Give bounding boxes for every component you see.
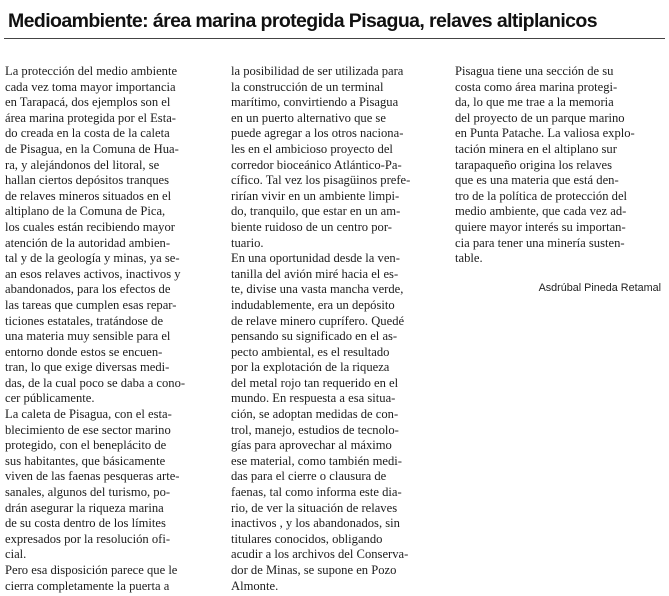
article-text-line: entorno donde estos se encuen- — [5, 344, 163, 359]
article-text-line: sus habitantes, que básicamente — [5, 453, 166, 468]
article-text-line: puede agregar a los otros naciona- — [231, 126, 404, 141]
article-text-line: tal y de la geología y minas, ya se- — [5, 251, 180, 266]
article-text-line: ese material, como también medi- — [231, 453, 402, 468]
article-text-line: marítimo, convirtiendo a Pisagua — [231, 95, 399, 110]
article-text-line: tran, lo que exige diversas medi- — [5, 360, 170, 375]
article-text-line: faenas, tal como informa este dia- — [231, 485, 402, 500]
article-column-1 — [5, 64, 223, 594]
article-text-line: cífico. Tal vez los pisagüinos prefe- — [231, 173, 411, 188]
article-text-line: área marina protegida por el Esta- — [5, 110, 176, 125]
article-text-line: una materia muy sensible para el — [5, 329, 171, 344]
article-text-line: sanales, algunos del turismo, po- — [5, 485, 171, 500]
article-text-line: titulares conocidos, obligando — [231, 531, 383, 546]
article-text-line: expresados por la resolución ofi- — [5, 531, 171, 546]
article-text-line: las tareas que cumplen esas repar- — [5, 297, 177, 312]
article-text-line: mundo. En respuesta a esa situa- — [231, 391, 396, 406]
article-text-line: tarapaqueño origina los relaves — [455, 157, 613, 172]
article-text-line: tuario. — [231, 235, 264, 250]
author-byline: Asdrúbal Pineda Retamal — [538, 282, 661, 294]
article-text-line: abandonados, para los efectos de — [5, 282, 171, 297]
article-text-line: tro de la política de protección del — [455, 188, 628, 203]
article-text-line: pecto ambiental, es el resultado — [231, 344, 390, 359]
article-text-line: indudablemente, era un depósito — [231, 297, 395, 312]
article-text-line: hallan ciertos depósitos tranques — [5, 173, 170, 188]
article-text-line: das, de la cual poco se daba a cono- — [5, 375, 186, 390]
article-text-line: ra, y alejándonos del litoral, se — [5, 157, 160, 172]
article-text-line: la posibilidad de ser utilizada para — [231, 64, 404, 78]
article-text-line: ticiones estatales, tratándose de — [5, 313, 164, 328]
article-text-line: protegido, con el beneplácito de — [5, 438, 167, 453]
article-text-line: table. — [455, 251, 483, 266]
article-text-line: rio, de ver la situación de relaves — [231, 500, 398, 515]
article-text-line: la construcción de un terminal — [231, 79, 384, 94]
article-text-line: tanilla del avión miré hacia el es- — [231, 266, 399, 281]
article-text-line: les en el ambicioso proyecto del — [231, 141, 393, 156]
article-text-line: viven de las faenas pesqueras arte- — [5, 469, 180, 484]
article-text-line: dor de Minas, se supone en Pozo — [231, 563, 397, 577]
article-text-line: quiere mayor interés su importan- — [455, 219, 626, 234]
headline-divider — [4, 38, 665, 39]
article-text-line: atención de la autoridad ambien- — [5, 235, 171, 250]
article-text-line: La protección del medio ambiente — [5, 64, 178, 78]
article-text-line: acudir a los archivos del Conserva- — [231, 547, 409, 562]
article-text-line: te, divise una vasta mancha verde, — [231, 282, 404, 297]
article-text-line: de Pisagua, en la Comuna de Hua- — [5, 141, 179, 156]
article-text-line: trol, manejo, estudios de tecnolo- — [231, 422, 399, 437]
article-text-line: altiplano de la Comuna de Pica, — [5, 204, 166, 219]
article-text-line: cer públicamente. — [5, 391, 95, 406]
article-text-line: rirían vivir en un ambiente limpi- — [231, 188, 400, 203]
article-text-line: gías para aprovechar al máximo — [231, 438, 392, 453]
article-text-line: ción, se adoptan medidas de con- — [231, 407, 399, 422]
article-text-line: da, lo que me trae a la memoria — [455, 95, 614, 110]
article-text-line: en un puerto alternativo que se — [231, 110, 386, 125]
article-text-line: medio ambiente, que cada vez ad- — [455, 204, 627, 219]
article-text-line: pensando su significado en el as- — [231, 329, 398, 344]
article-text-line: cia para tener una minería susten- — [455, 235, 625, 250]
article-text-line: tación minera en el altiplano sur — [455, 141, 617, 156]
article-text-line: del metal rojo tan requerido en el — [231, 375, 399, 390]
article-text-line: corredor bioceánico Atlántico-Pa- — [231, 157, 402, 172]
article-text-line: En una oportunidad desde la ven- — [231, 251, 400, 266]
article-text-line: en Tarapacá, dos ejemplos son el — [5, 95, 171, 110]
article-text-line: en Punta Patache. La valiosa explo- — [455, 126, 635, 141]
article-text-line: Pero esa disposición parece que le — [5, 563, 178, 577]
article-text-line: an esos relaves activos, inactivos y — [5, 266, 181, 281]
article-text-line: del proyecto de un parque marino — [455, 110, 625, 125]
article-text-line: Pisagua tiene una sección de su — [455, 64, 614, 78]
article-text-line: cial. — [5, 547, 27, 562]
article-text-line: blecimiento de ese sector marino — [5, 422, 171, 437]
article-text-line: cada vez toma mayor importancia — [5, 79, 176, 94]
article-headline: Medioambiente: área marina protegida Pisagua, relaves altiplanicos — [8, 10, 597, 32]
article-text-line: por la explotación de la riqueza — [231, 360, 390, 375]
article-text-line: drán asegurar la riqueza marina — [5, 500, 164, 515]
article-text-line: de relaves mineros situados en el — [5, 188, 172, 203]
article-text-line: inactivos , y los abandonados, sin — [231, 516, 400, 531]
article-text-line: La caleta de Pisagua, con el esta- — [5, 407, 172, 422]
article-text-line: biente ruidoso de un centro por- — [231, 219, 392, 234]
article-text-line: los cuales están recibiendo mayor — [5, 219, 175, 234]
article-text-line: que es una materia que está den- — [455, 173, 619, 188]
article-text-line: de su costa dentro de los límites — [5, 516, 166, 531]
article-text-line: das para el cierre o clausura de — [231, 469, 387, 484]
article-text-line: do, tranquilo, que estar en un am- — [231, 204, 401, 219]
article-text-line: cierra completamente la puerta a — [5, 578, 170, 593]
article-text-line: Almonte. — [231, 578, 279, 593]
article-column-2 — [231, 64, 449, 594]
article-text-line: de relave minero cuprífero. Quedé — [231, 313, 405, 328]
article-text-line: do creada en la costa de la caleta — [5, 126, 170, 141]
article-column-3 — [455, 64, 663, 267]
article-text-line: costa como área marina protegi- — [455, 79, 618, 94]
